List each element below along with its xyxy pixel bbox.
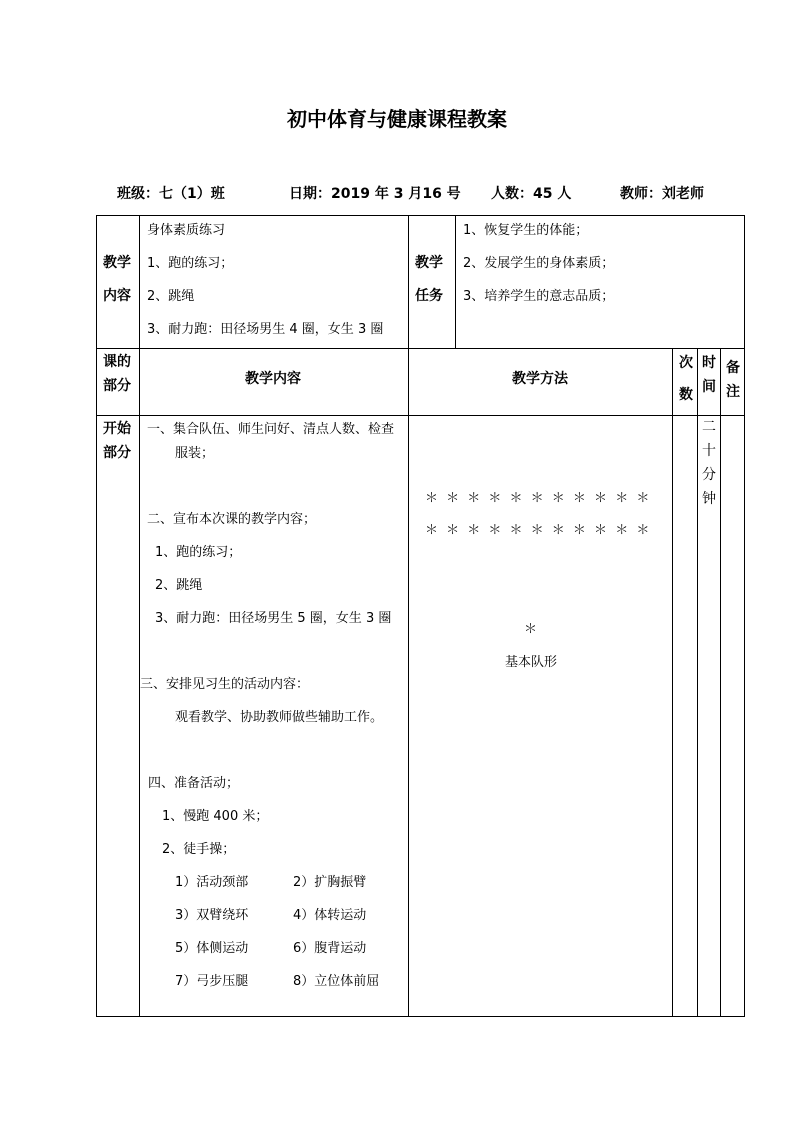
content-label-2: 内容 — [103, 288, 131, 304]
header-time: 时 — [702, 355, 716, 371]
formation-row-1: ＊ ＊ ＊ ＊ ＊ ＊ ＊ ＊ ＊ ＊ ＊ — [425, 491, 652, 506]
col-line-1 — [139, 215, 140, 1017]
content-label: 教学 — [103, 255, 131, 271]
class-info: 班级：七（1）班 — [117, 186, 225, 202]
col-line-times — [672, 348, 673, 1017]
header-part-2: 部分 — [103, 378, 131, 394]
item3: 三、安排见习生的活动内容： — [140, 677, 310, 692]
content-line-1: 身体素质练习 — [147, 223, 226, 238]
exercise-2: 2）扩胸振臂 — [293, 875, 367, 890]
formation-row-2: ＊ ＊ ＊ ＊ ＊ ＊ ＊ ＊ ＊ ＊ ＊ — [425, 523, 652, 538]
exercise-1: 1）活动颈部 — [175, 875, 249, 890]
start-time: 二十分钟 — [702, 419, 716, 507]
header-part: 课的 — [103, 354, 131, 370]
table-divider-1 — [96, 348, 745, 349]
header-note-2: 注 — [726, 384, 740, 400]
item4-1: 1、慢跑 400 米； — [162, 809, 269, 824]
table-divider-2 — [96, 415, 745, 416]
header-method: 教学方法 — [512, 371, 568, 387]
col-line-time — [697, 348, 698, 1017]
item1: 一、集合队伍、师生问好、清点人数、检查 — [147, 422, 395, 437]
item4: 四、准备活动； — [148, 776, 240, 791]
page-title: 初中体育与健康课程教案 — [287, 107, 507, 131]
start-part-2: 部分 — [103, 445, 131, 461]
header-content: 教学内容 — [245, 371, 301, 387]
exercise-5: 5）体侧运动 — [175, 941, 249, 956]
task-label-2: 任务 — [415, 288, 443, 304]
item2: 二、宣布本次课的教学内容； — [147, 512, 317, 527]
header-time-2: 间 — [702, 379, 716, 395]
table-border-right — [744, 215, 745, 1017]
exercise-8: 8）立位体前屈 — [293, 974, 380, 989]
formation-teacher: ＊ — [524, 622, 538, 637]
exercise-6: 6）腹背运动 — [293, 941, 367, 956]
content-line-4: 3、耐力跑：田径场男生 4 圈，女生 3 圈 — [147, 322, 384, 337]
exercise-7: 7）弓步压腿 — [175, 974, 249, 989]
exercise-4: 4）体转运动 — [293, 908, 367, 923]
table-border-top — [96, 215, 745, 216]
task-line-2: 2、发展学生的身体素质； — [463, 256, 615, 271]
task-label: 教学 — [415, 255, 443, 271]
item2-2: 2、跳绳 — [155, 578, 203, 593]
date-info: 日期：2019 年 3 月16 号 — [289, 186, 461, 202]
table-border-bottom — [96, 1016, 745, 1017]
item1-cont: 服装； — [175, 446, 215, 461]
content-line-2: 1、跑的练习； — [147, 256, 234, 271]
teacher-info: 教师：刘老师 — [620, 186, 704, 202]
task-line-1: 1、恢复学生的体能； — [463, 223, 589, 238]
table-border-left — [96, 215, 97, 1017]
formation-label: 基本队形 — [505, 655, 558, 670]
header-times: 次 — [679, 355, 693, 371]
item4-2: 2、徒手操； — [162, 842, 236, 857]
col-line-task-left — [408, 215, 409, 1017]
header-times-2: 数 — [679, 387, 693, 403]
count-info: 人数：45 人 — [491, 186, 572, 202]
item3-detail: 观看教学、协助教师做些辅助工作。 — [175, 710, 384, 725]
item2-1: 1、跑的练习； — [155, 545, 242, 560]
content-line-3: 2、跳绳 — [147, 289, 195, 304]
start-part: 开始 — [103, 421, 131, 437]
task-line-3: 3、培养学生的意志品质； — [463, 289, 615, 304]
item2-3: 3、耐力跑：田径场男生 5 圈，女生 3 圈 — [155, 611, 392, 626]
col-line-task-right — [455, 215, 456, 349]
exercise-3: 3）双臂绕环 — [175, 908, 249, 923]
col-line-note — [720, 348, 721, 1017]
header-note: 备 — [726, 360, 740, 376]
